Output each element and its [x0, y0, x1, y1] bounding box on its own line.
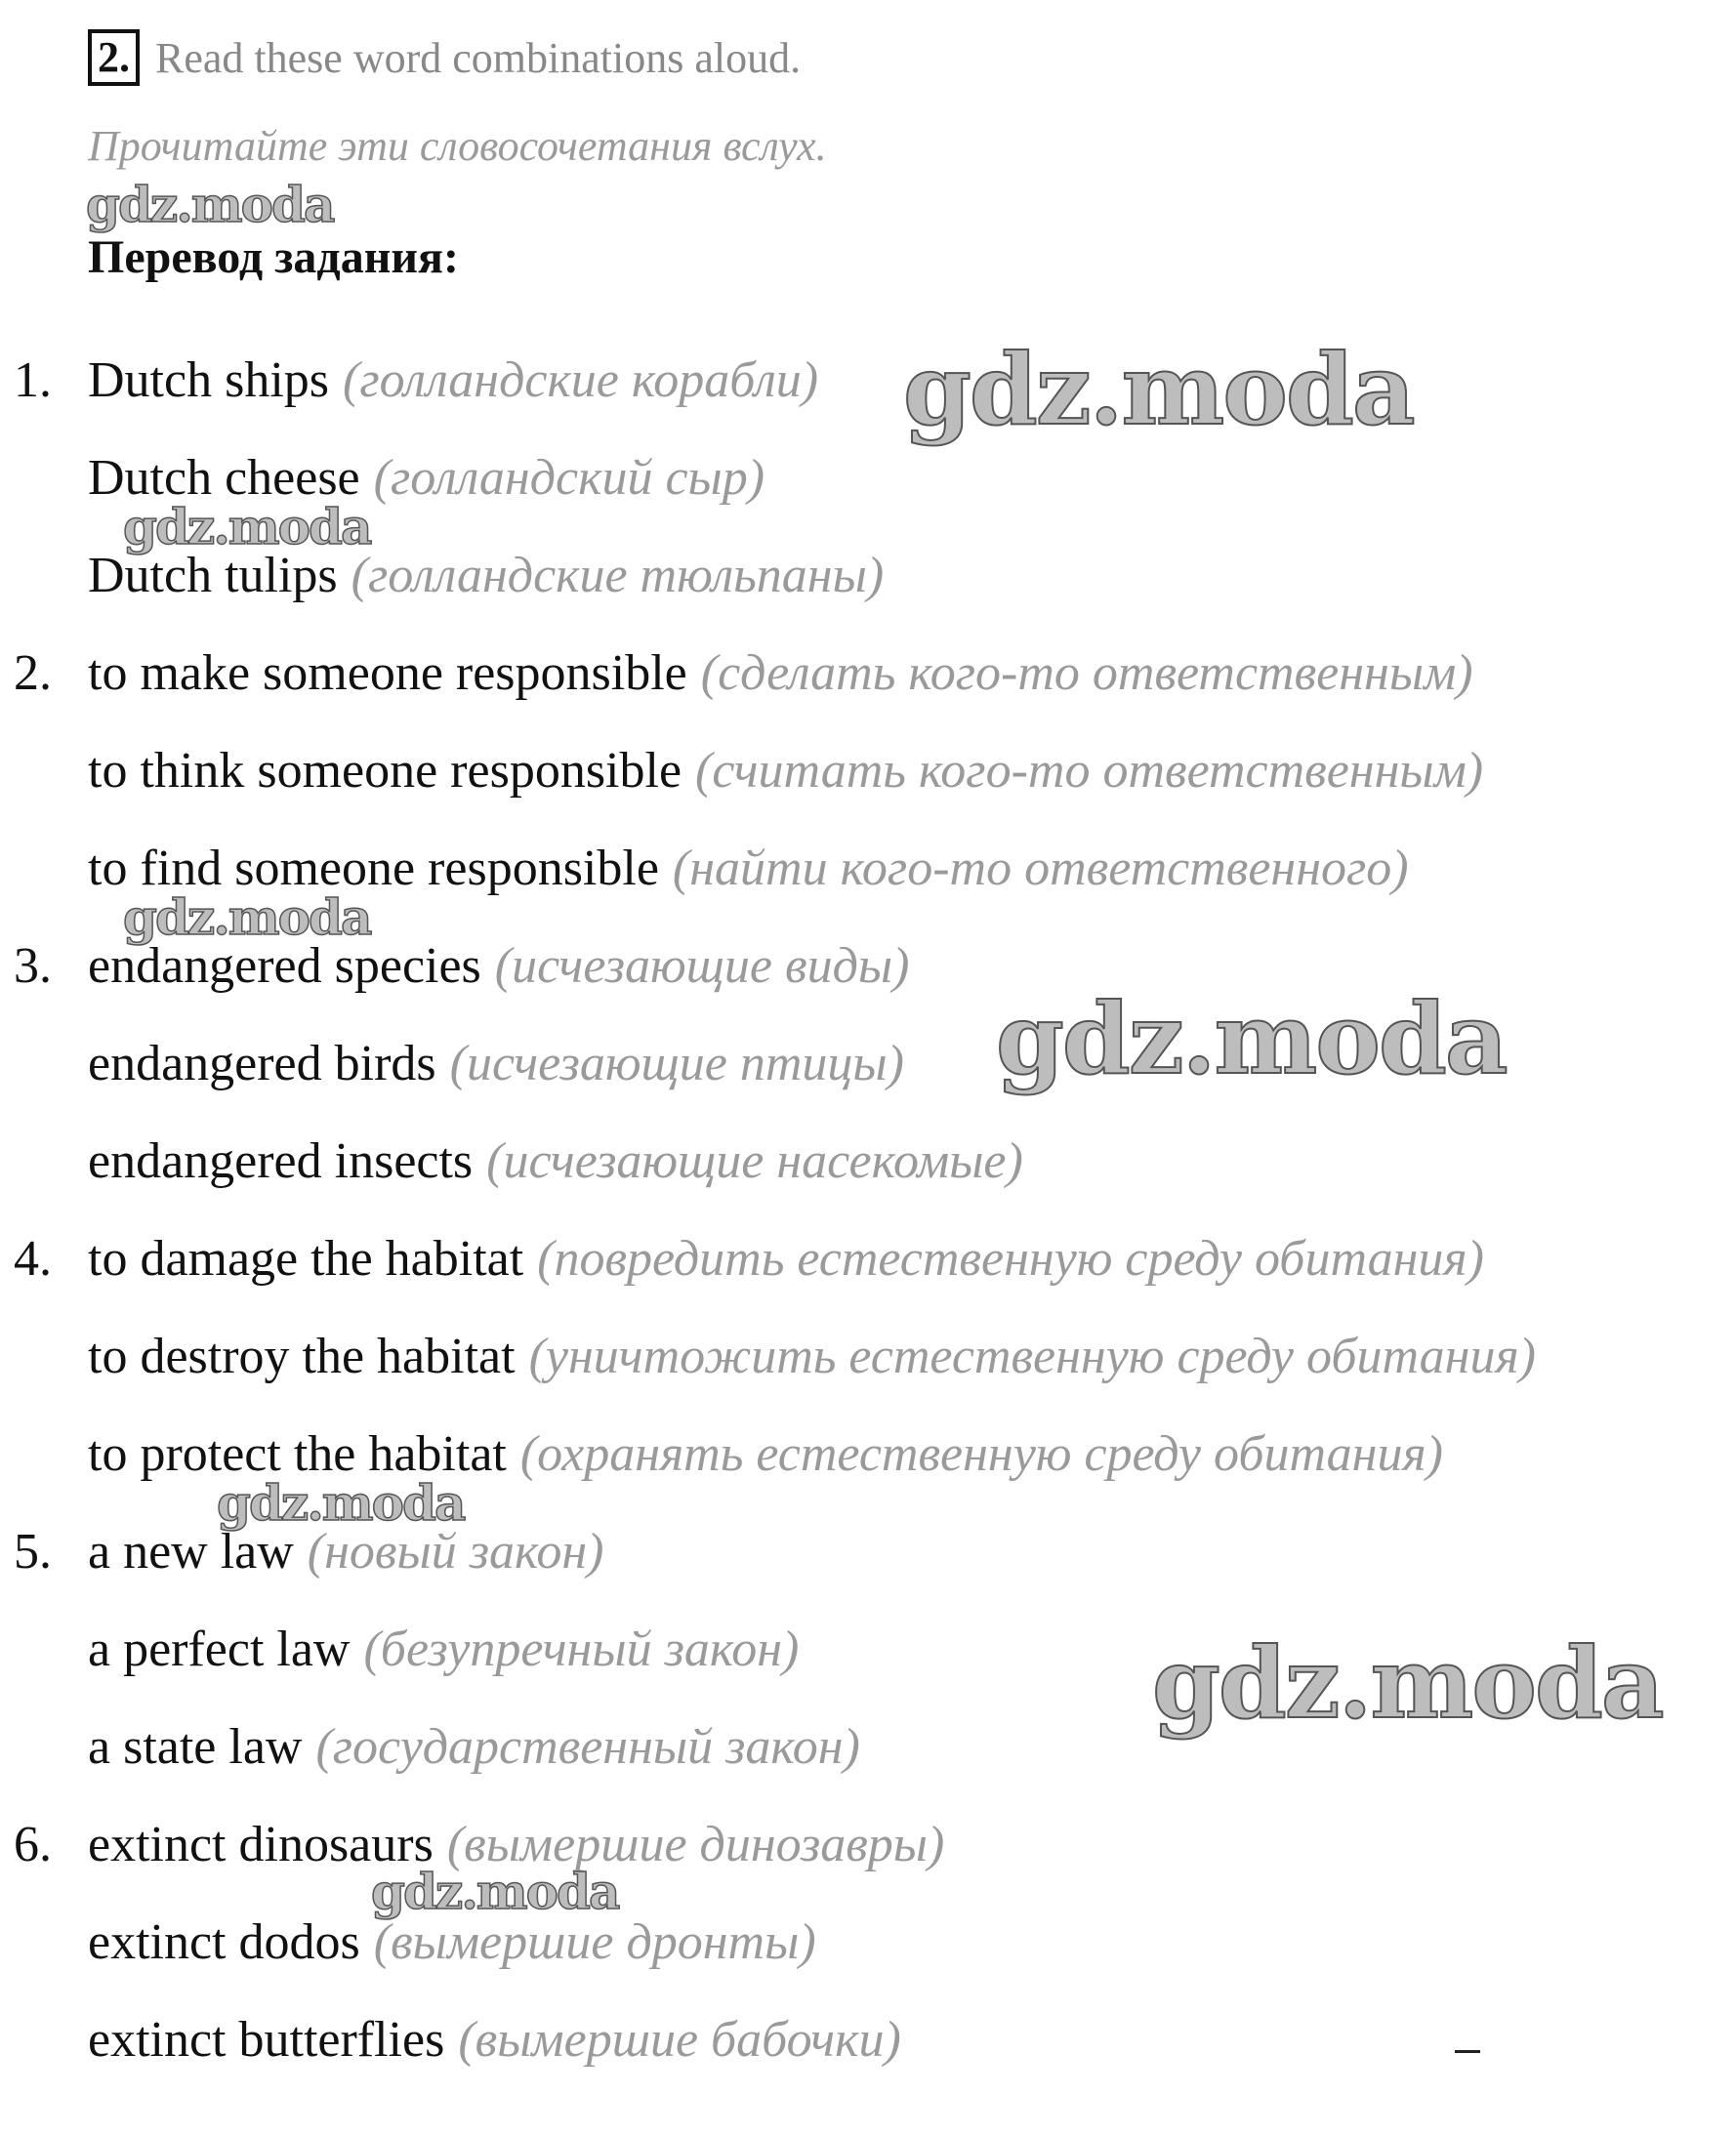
phrase-ru: (новый закон): [307, 1524, 604, 1580]
phrase-en: endangered insects: [88, 1133, 474, 1189]
watermark: gdz.moda: [903, 332, 1414, 447]
instruction-en: Read these word combinations aloud.: [155, 33, 802, 82]
phrase-en: to think someone responsible: [88, 743, 682, 799]
phrase-ru: (голландский сыр): [373, 450, 765, 506]
phrase-line: [88, 2011, 901, 2069]
phrase-en: to make someone responsible: [88, 645, 687, 701]
phrase-ru: (исчезающие насекомые): [486, 1133, 1023, 1189]
phrase-ru: (охранять естественную среду обитания): [519, 1426, 1443, 1482]
phrase-ru: (повредить естественную среду обитания): [537, 1231, 1484, 1287]
phrase-en: extinct butterflies: [88, 2012, 445, 2068]
phrase-en: a state law: [88, 1719, 303, 1775]
phrase-ru: (считать кого-то ответственным): [695, 743, 1484, 799]
instruction-ru: Прочитайте эти словосочетания вслух.: [88, 122, 827, 170]
watermark: gdz.moda: [86, 176, 334, 233]
phrase-ru: (голландские тюльпаны): [351, 548, 885, 603]
phrase-en: extinct dodos: [88, 1914, 360, 1970]
phrase-ru: (исчезающие виды): [494, 938, 910, 994]
phrase-ru: (исчезающие птицы): [449, 1036, 904, 1091]
phrase-en: endangered birds: [88, 1036, 436, 1091]
watermark: gdz.moda: [123, 888, 371, 946]
phrase-line: [88, 1132, 1023, 1190]
phrase-ru: (вымершие дронты): [373, 1914, 816, 1970]
phrase-line: [88, 1718, 860, 1776]
phrase-en: endangered species: [88, 938, 481, 994]
phrase-line: [88, 1230, 1484, 1288]
phrase-ru: (вымершие бабочки): [458, 2012, 901, 2068]
phrase-line: [88, 1621, 799, 1678]
phrase-line: [88, 644, 1473, 702]
phrase-en: to protect the habitat: [88, 1426, 507, 1482]
phrase-ru: (уничтожить естественную среду обитания): [528, 1329, 1536, 1384]
phrase-ru: (государственный закон): [315, 1719, 860, 1775]
phrase-ru: (безупречный закон): [363, 1622, 800, 1677]
group-number: 6.: [14, 1817, 52, 1872]
phrase-en: to damage the habitat: [88, 1231, 524, 1287]
phrase-ru: (голландские корабли): [343, 352, 819, 408]
phrase-en: to find someone responsible: [88, 841, 659, 896]
phrase-line: [88, 351, 818, 409]
watermark: gdz.moda: [123, 498, 371, 555]
phrase-en: Dutch cheese: [88, 450, 360, 506]
task-header: [88, 27, 801, 88]
phrase-ru: (вымершие динозавры): [446, 1817, 945, 1872]
watermark: gdz.moda: [1152, 1625, 1663, 1741]
group-number: 2.: [14, 645, 52, 701]
task-number: 2.: [88, 29, 140, 86]
phrase-ru: (найти кого-то ответственного): [672, 841, 1409, 896]
group-number: 3.: [14, 938, 52, 994]
phrase-en: a perfect law: [88, 1622, 351, 1677]
phrase-en: Dutch tulips: [88, 548, 338, 603]
group-number: 4.: [14, 1231, 52, 1287]
phrase-line: [88, 1035, 904, 1092]
phrase-line: [88, 742, 1483, 800]
phrase-line: [88, 1913, 816, 1971]
watermark: gdz.moda: [371, 1863, 619, 1920]
phrase-en: to destroy the habitat: [88, 1329, 516, 1384]
stray-mark: [1455, 2050, 1480, 2053]
phrase-en: extinct dinosaurs: [88, 1817, 434, 1872]
phrase-en: a new law: [88, 1524, 294, 1580]
watermark: gdz.moda: [217, 1474, 465, 1532]
group-number: 1.: [14, 352, 52, 408]
translation-title: Перевод задания:: [88, 231, 459, 283]
watermark: gdz.moda: [996, 981, 1507, 1096]
phrase-en: Dutch ships: [88, 352, 329, 408]
phrase-ru: (сделать кого-то ответственным): [700, 645, 1473, 701]
group-number: 5.: [14, 1524, 52, 1580]
phrase-line: [88, 1328, 1536, 1385]
